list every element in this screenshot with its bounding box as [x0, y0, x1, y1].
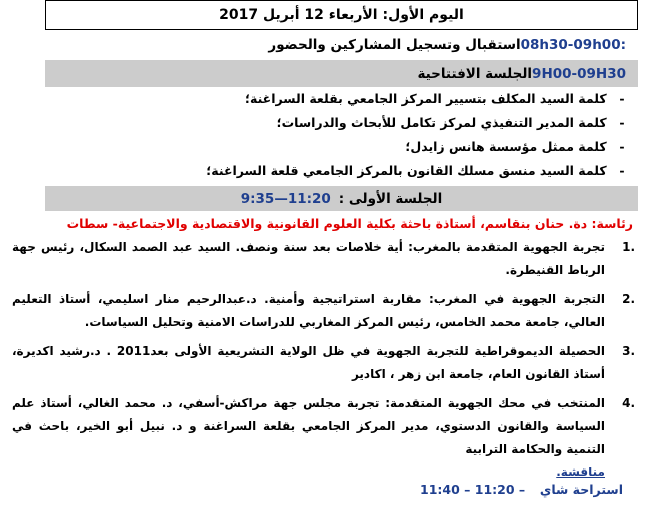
session1-time: 9:35—11:20 [240, 190, 331, 207]
day-header [45, 0, 638, 30]
opening-title: الجلسة الافتتاحية [417, 65, 533, 82]
session1-title: الجلسة الأولى : [338, 190, 443, 207]
talk-text: التجربة الجهوية في المغرب: مقاربة استراتيجية وأمنية. د.عبدالرحيم منار اسليمي، أستاذ التعليم العالي، جامعة محمد الخامس، رئيس المركز المغاربي للدراسات الامنية وتحليل السياسات. [12, 292, 605, 329]
talk-number: .1 [622, 240, 635, 254]
speech-item: - كلمة المدير التنفيذي لمركز تكامل للأبحاث والدراسات؛ [277, 115, 633, 130]
talk-text: تجربة الجهوية المتقدمة بالمغرب: أية خلاصات بعد سنة ونصف. السيد عبد الصمد السكال، رئيس جهة الرباط القنيطرة. [12, 240, 605, 277]
talks-list [12, 236, 635, 484]
tea-break [420, 482, 623, 497]
speech-item: - كلمة السيد منسق مسلك القانون بالمركز الجامعي قلعة السراغنة؛ [206, 163, 633, 178]
talk-item [12, 392, 635, 484]
bullet-dash: - [619, 115, 625, 130]
talk-item [12, 236, 635, 282]
talk-item [12, 288, 635, 334]
talk-number: .4 [622, 396, 635, 410]
reception-text: استقبال وتسجيل المشاركين والحضور [268, 37, 521, 53]
speech-item: - كلمة السيد المكلف بتسيير المركز الجامعي بقلعة السراغنة؛ [245, 91, 633, 106]
break-label: استراحة شاي [539, 482, 623, 497]
session1-bar [45, 186, 638, 211]
reception-row [45, 33, 638, 57]
bullet-dash: - [619, 163, 625, 178]
talk-number: .3 [622, 344, 635, 358]
chair-line: رئاسة: دة. حنان بنقاسم، أستاذة باحثة بكلية العلوم القانونية والاقتصادية والاجتماعية- سطات [66, 216, 633, 231]
break-time: 11:40 – 11:20 – [420, 482, 526, 497]
bullet-dash: - [619, 139, 625, 154]
reception-time: 08h30-09h00: [520, 37, 626, 53]
talk-number: .2 [622, 292, 635, 306]
bullet-dash: - [619, 91, 625, 106]
talk-text: المنتخب في محك الجهوية المتقدمة: تجربة مجلس جهة مراكش-أسفي، د. محمد الغالي، أستاذ علم السياسة والقانون الدستوي، مدير المركز الجامعي بقلعة السراغنة و د. نبيل أبو الخير، باحث في التنمية والحكامة الترابية [12, 396, 605, 456]
discussion-label: مناقشة. [556, 465, 605, 479]
speech-item: - كلمة ممثل مؤسسة هانس زايدل؛ [405, 139, 633, 154]
day-label: اليوم الأول: الأربعاء 12 أبريل 2017 [219, 7, 464, 23]
opening-time: 9H00-09H30 [532, 65, 626, 82]
talk-item [12, 340, 635, 386]
opening-session-bar [45, 60, 638, 87]
talk-text: الحصيلة الديموقراطية للتجربة الجهوية في ظل الولاية التشريعية الأولى بعد2011 . د.رشيد اكديرة، أستاذ القانون العام، جامعة ابن زهر ، اكادير [12, 344, 606, 381]
